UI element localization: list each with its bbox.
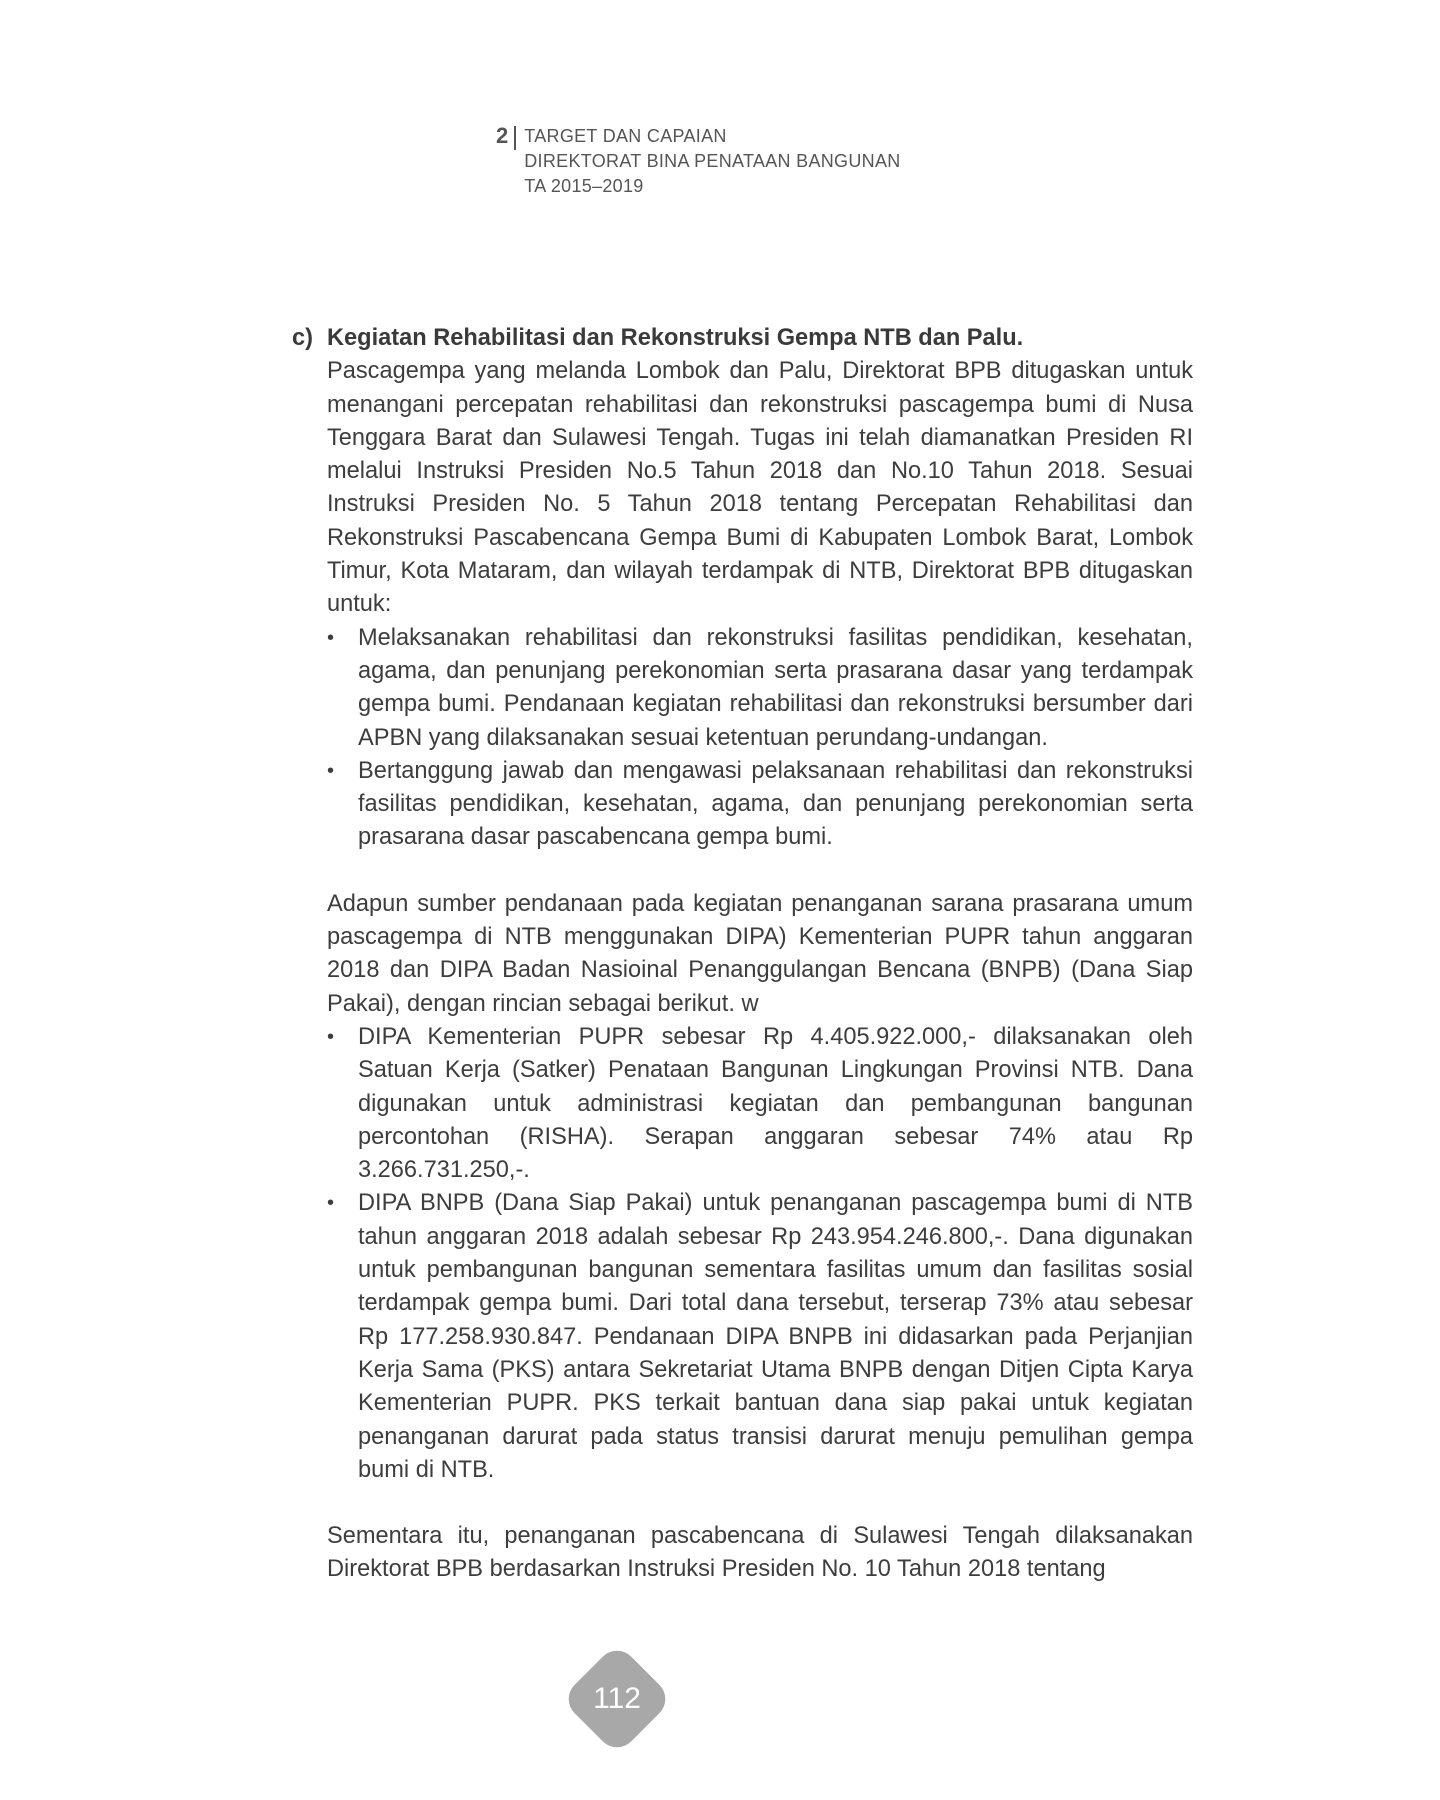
list-item: • Melaksanakan rehabilitasi dan rekonstruksi fasilitas pendidikan, kesehatan, agama, dan penunjang perekonomian serta prasarana dasar yang terdampak gempa bumi. Pendanaan kegiatan rehabilitasi dan rekonstruksi bersumber dari APBN yang dilaksanakan sesuai ketentuan perundang-undangan. <box>327 622 1193 755</box>
list-item: • Bertanggung jawab dan mengawasi pelaksanaan rehabilitasi dan rekonstruksi fasilitas pendidikan, kesehatan, agama, dan penunjang perekonomian serta prasarana dasar pascabencana gempa bumi. <box>327 755 1193 855</box>
section-heading <box>292 322 1193 355</box>
page-body <box>292 322 1193 1587</box>
funding-paragraph: Adapun sumber pendanaan pada kegiatan penanganan sarana prasarana umum pascagempa di NTB menggunakan DIPA) Kementerian PUPR tahun anggaran 2018 dan DIPA Badan Nasioinal Penanggulangan Bencana (BNPB) (Dana Siap Pakai), dengan rincian sebagai berikut. w <box>327 890 1193 1017</box>
intro-paragraph: Pascagempa yang melanda Lombok dan Palu, Direktorat BPB ditugaskan untuk menangani percepatan rehabilitasi dan rekonstruksi pascagempa bumi di Nusa Tenggara Barat dan Sulawesi Tengah. Tugas ini telah diamanatkan Presiden RI melalui Instruksi Presiden No.5 Tahun 2018 dan No.10 Tahun 2018. Sesuai Instruksi Presiden No. 5 Tahun 2018 tentang Percepatan Rehabilitasi dan Rekonstruksi Pascabencana Gempa Bumi di Kabupaten Lombok Barat, Lombok Timur, Kota Mataram, dan wilayah terdampak di NTB, Direktorat BPB ditugaskan untuk: <box>327 358 1193 618</box>
chapter-number: 2 <box>496 123 509 148</box>
list-item: • DIPA BNPB (Dana Siap Pakai) untuk penanganan pascagempa bumi di NTB tahun anggaran 2018 adalah sebesar Rp 243.954.246.800,-. Dana digunakan untuk pembangunan bangunan sementara fasilitas umum dan fasilitas sosial terdampak gempa bumi. Dari total dana tersebut, terserap 73% atau sebesar Rp 177.258.930.847. Pendanaan DIPA BNPB ini didasarkan pada Perjanjian Kerja Sama (PKS) antara Sekretariat Utama BNPB dengan Ditjen Cipta Karya Kementerian PUPR. PKS terkait bantuan dana siap pakai untuk kegiatan penanganan darurat pada status transisi darurat menuju pemulihan gempa bumi di NTB. <box>327 1187 1193 1487</box>
funding-list <box>327 1021 1193 1487</box>
header-text <box>524 124 900 199</box>
task-list <box>327 622 1193 855</box>
page-number: 112 <box>593 1682 641 1715</box>
section-title: Kegiatan Rehabilitasi dan Rekonstruksi Gempa NTB dan Palu. <box>327 325 1024 351</box>
section-letter: c) <box>292 325 313 351</box>
header-line-1: TARGET DAN CAPAIAN <box>524 126 727 146</box>
sulteng-paragraph: Sementara itu, penanganan pascabencana di Sulawesi Tengah dilaksanakan Direktorat BPB berdasarkan Instruksi Presiden No. 10 Tahun 2018 tentang <box>327 1523 1193 1583</box>
header-line-2: DIREKTORAT BINA PENATAAN BANGUNAN <box>524 151 901 171</box>
header-line-3: TA 2015–2019 <box>524 176 644 196</box>
header-divider <box>514 126 516 150</box>
running-header <box>496 124 901 199</box>
list-item: • DIPA Kementerian PUPR sebesar Rp 4.405.922.000,- dilaksanakan oleh Satuan Kerja (Satker) Penataan Bangunan Lingkungan Provinsi NTB. Dana digunakan untuk administrasi kegiatan dan pembangunan bangunan percontohan (RISHA). Serapan anggaran sebesar 74% atau Rp 3.266.731.250,-. <box>327 1021 1193 1187</box>
